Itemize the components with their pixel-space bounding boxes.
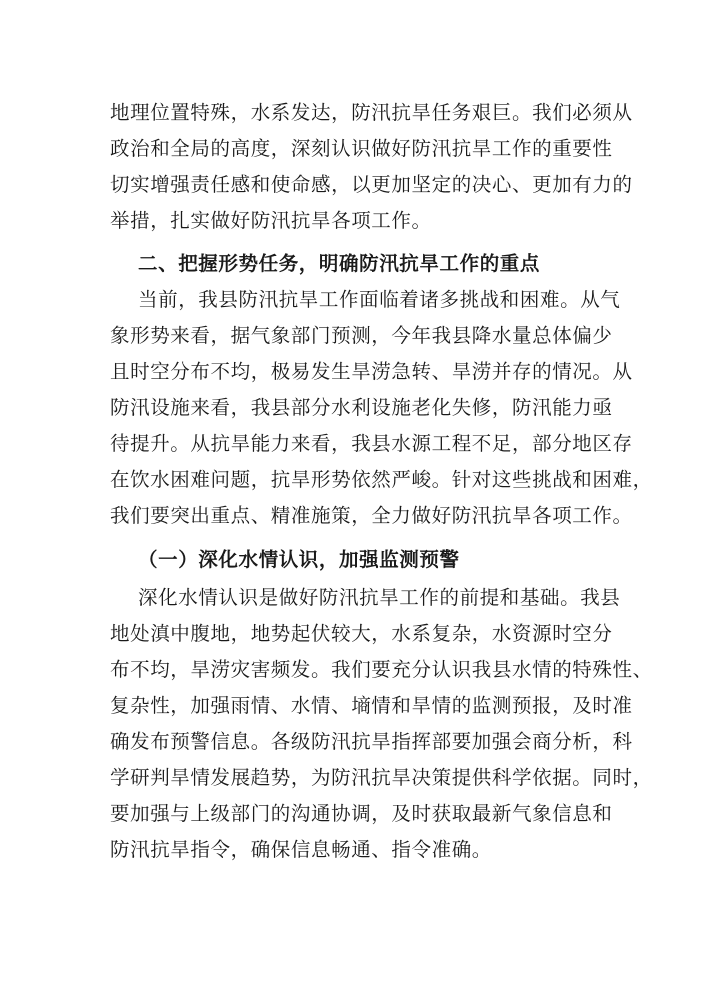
paragraph-3-line-4: 复杂性，加强雨情、水情、墒情和旱情的监测预报，及时准 xyxy=(110,694,633,717)
paragraph-3-line-6: 学研判旱情发展趋势，为防汛抗旱决策提供科学依据。同时， xyxy=(110,766,653,789)
paragraph-1-line-2: 政治和全局的高度，深刻认识做好防汛抗旱工作的重要性 xyxy=(110,137,613,160)
paragraph-1-line-4: 举措，扎实做好防汛抗旱各项工作。 xyxy=(110,209,432,232)
paragraph-1-line-3: 切实增强责任感和使命感，以更加坚定的决心、更加有力的 xyxy=(110,173,633,196)
subsection-1-heading: （一）深化水情认识，加强监测预警 xyxy=(138,548,460,571)
paragraph-2-line-3: 且时空分布不均，极易发生旱涝急转、旱涝并存的情况。从 xyxy=(110,360,633,383)
paragraph-2-line-5: 待提升。从抗旱能力来看，我县水源工程不足，部分地区存 xyxy=(110,432,633,455)
paragraph-1-line-1: 地理位置特殊，水系发达，防汛抗旱任务艰巨。我们必须从 xyxy=(110,101,633,124)
paragraph-3-line-8: 防汛抗旱指令，确保信息畅通、指令准确。 xyxy=(110,838,492,861)
paragraph-2-line-6: 在饮水困难问题，抗旱形势依然严峻。针对这些挑战和困难， xyxy=(110,468,653,491)
paragraph-3-line-5: 确发布预警信息。各级防汛抗旱指挥部要加强会商分析，科 xyxy=(110,730,633,753)
paragraph-3-line-3: 布不均，旱涝灾害频发。我们要充分认识我县水情的特殊性、 xyxy=(110,658,653,681)
section-2-heading: 二、把握形势任务，明确防汛抗旱工作的重点 xyxy=(138,252,541,275)
paragraph-2-line-4: 防汛设施来看，我县部分水利设施老化失修，防汛能力亟 xyxy=(110,396,613,419)
paragraph-2-line-1: 当前，我县防汛抗旱工作面临着诸多挑战和困难。从气 xyxy=(138,288,621,311)
paragraph-3-line-1: 深化水情认识是做好防汛抗旱工作的前提和基础。我县 xyxy=(138,586,621,609)
paragraph-3-line-2: 地处滇中腹地，地势起伏较大，水系复杂，水资源时空分 xyxy=(110,622,613,645)
paragraph-2-line-7: 我们要突出重点、精准施策，全力做好防汛抗旱各项工作。 xyxy=(110,504,633,527)
paragraph-2-line-2: 象形势来看，据气象部门预测，今年我县降水量总体偏少 xyxy=(110,324,613,347)
paragraph-3-line-7: 要加强与上级部门的沟通协调，及时获取最新气象信息和 xyxy=(110,802,613,825)
